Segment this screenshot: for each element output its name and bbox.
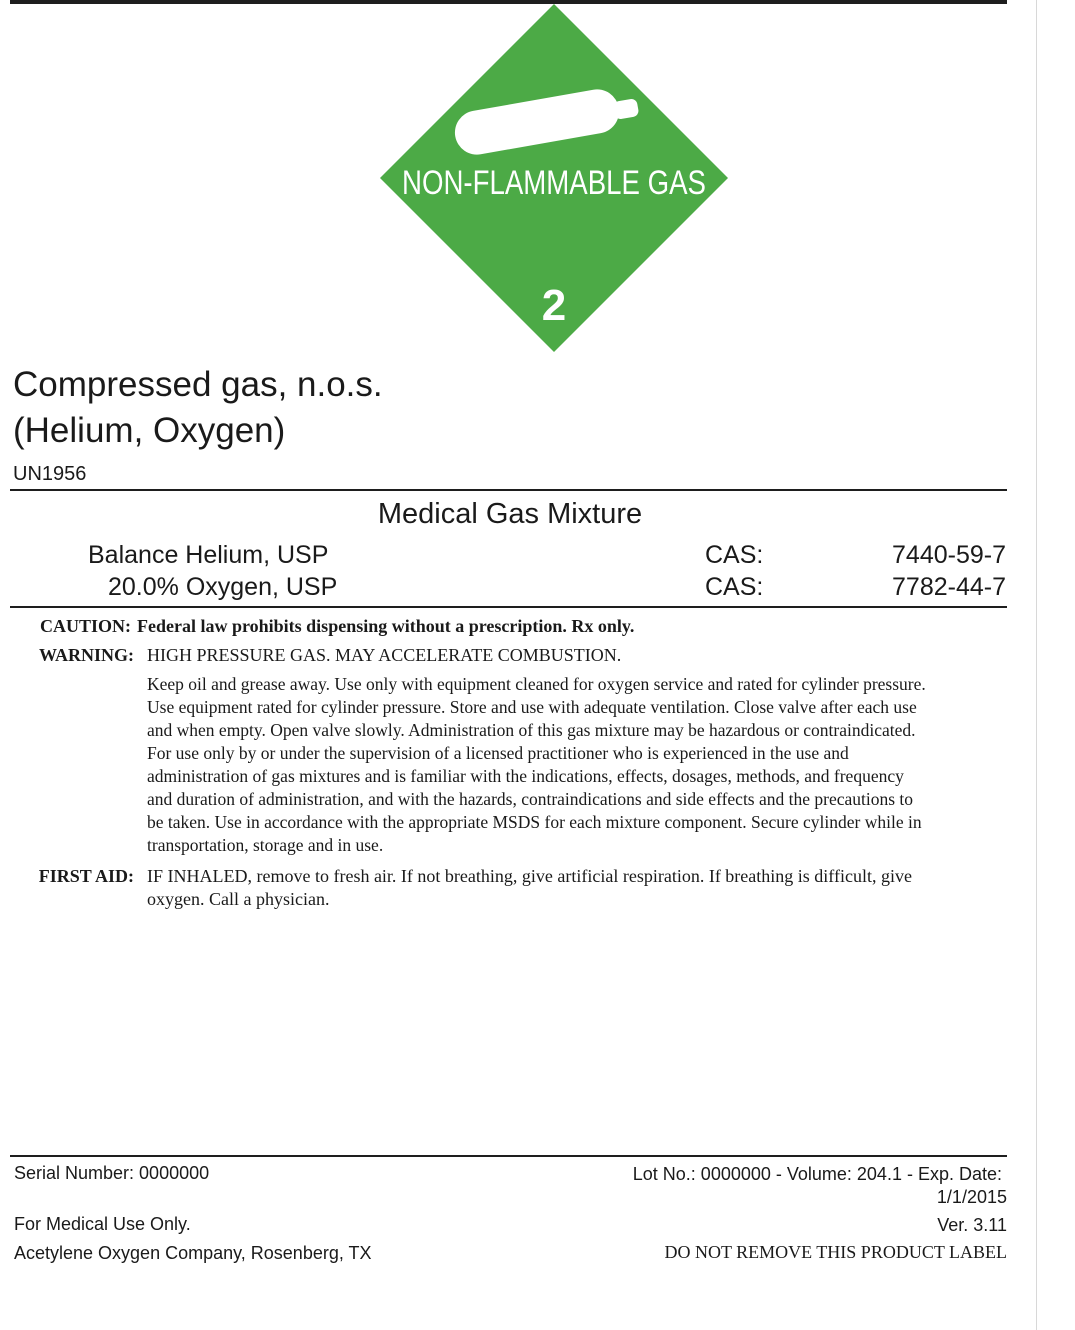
expiration-date: 1/1/2015 <box>936 1187 1007 1207</box>
footer-divider <box>10 1155 1007 1157</box>
warning-headline: HIGH PRESSURE GAS. MAY ACCELERATE COMBUSTION. <box>147 645 622 665</box>
first-aid-line: oxygen. Call a physician. <box>147 889 330 909</box>
component-name: Balance Helium, USP <box>88 541 329 569</box>
placard-text: NON-FLAMMABLE GAS <box>402 164 706 202</box>
warning-line: transportation, storage and in use. <box>147 835 384 855</box>
warning-line: and when empty. Open valve slowly. Administration of this gas mixture may be hazardous or contraindicated. <box>147 720 916 740</box>
do-not-remove-notice: DO NOT REMOVE THIS PRODUCT LABEL <box>664 1242 1007 1262</box>
serial-number: Serial Number: 0000000 <box>14 1163 210 1183</box>
page-edge <box>1036 0 1037 1330</box>
warning-body <box>147 673 1017 857</box>
product-components: (Helium, Oxygen) <box>13 411 286 450</box>
first-aid-line: IF INHALED, remove to fresh air. If not breathing, give artificial respiration. If breathing is difficult, give <box>147 866 912 886</box>
caution-text: Federal law prohibits dispensing without a prescription. Rx only. <box>137 616 635 636</box>
divider <box>10 606 1007 608</box>
lot-info: Lot No.: 0000000 - Volume: 204.1 - Exp. Date: <box>632 1164 1002 1184</box>
first-aid-body <box>147 865 1017 911</box>
warning-line: Use equipment rated for cylinder pressure. Store and use with adequate ventilation. Close valve after each use <box>147 697 917 717</box>
component-name: 20.0% Oxygen, USP <box>108 573 338 601</box>
warning-line: and duration of administration, and with the hazards, contraindications and side effects and the precautions to <box>147 789 914 809</box>
warning-line: administration of gas mixtures and is familiar with the indications, effects, dosages, methods, and frequency <box>147 766 904 786</box>
mixture-title: Medical Gas Mixture <box>377 498 643 530</box>
medical-use-note: For Medical Use Only. <box>14 1214 191 1234</box>
company-name: Acetylene Oxygen Company, Rosenberg, TX <box>14 1243 372 1263</box>
caution-label: CAUTION: <box>39 616 131 636</box>
divider <box>10 489 1007 491</box>
version: Ver. 3.11 <box>937 1215 1007 1235</box>
warning-label: WARNING: <box>38 645 134 665</box>
product-name: Compressed gas, n.o.s. <box>13 365 383 404</box>
cas-number: 7782-44-7 <box>892 573 1006 601</box>
cas-number: 7440-59-7 <box>892 541 1006 569</box>
warning-line: Keep oil and grease away. Use only with equipment cleaned for oxygen service and rated for cylinder pressure. <box>147 674 926 694</box>
first-aid-label: FIRST AID: <box>38 866 134 886</box>
warning-line: For use only by or under the supervision of a licensed practitioner who is experienced in the use and <box>147 743 849 763</box>
cas-label: CAS: <box>705 573 764 601</box>
cas-label: CAS: <box>705 541 764 569</box>
un-number: UN1956 <box>13 463 87 485</box>
placard-class-number: 2 <box>541 281 567 330</box>
hazard-placard <box>378 2 730 354</box>
warning-line: be taken. Use in accordance with the appropriate MSDS for each mixture component. Secure cylinder while in <box>147 812 922 832</box>
